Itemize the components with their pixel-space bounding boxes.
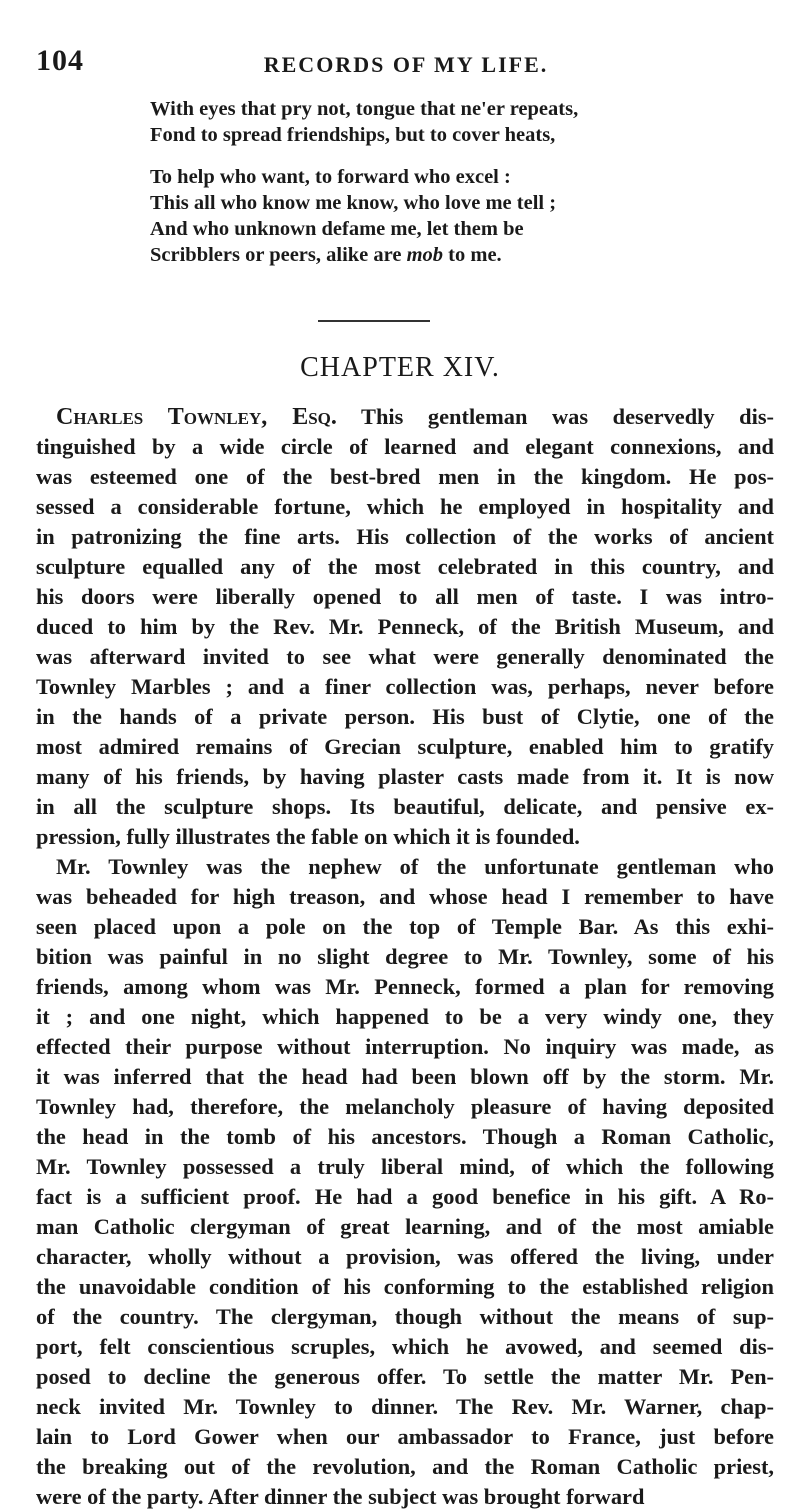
body-line: tinguished by a wide circle of learned and elegant connexions, and bbox=[36, 434, 774, 459]
body-line: posed to decline the generous offer. To settle the matter Mr. Pen- bbox=[36, 1364, 774, 1389]
verse-line: With eyes that pry not, tongue that ne'er repeats, bbox=[150, 98, 579, 120]
body-line: of the country. The clergyman, though without the means of sup- bbox=[36, 1304, 774, 1329]
section-divider bbox=[318, 320, 430, 322]
body-line: man Catholic clergyman of great learning, and of the most amiable bbox=[36, 1214, 774, 1239]
verse-text: Scribblers or peers, alike are bbox=[150, 244, 407, 266]
running-title: RECORDS OF MY LIFE. bbox=[263, 52, 549, 77]
body-line: was beheaded for high treason, and whose head I remember to have bbox=[36, 884, 774, 909]
body-line: it was inferred that the head had been blown off by the storm. Mr. bbox=[36, 1064, 774, 1089]
body-line: sessed a considerable fortune, which he employed in hospitality and bbox=[36, 494, 774, 519]
verse-line: And who unknown defame me, let them be bbox=[150, 218, 524, 240]
verse-italic-word: mob bbox=[406, 244, 444, 266]
body-text: This gentleman was deservedly dis- bbox=[336, 404, 774, 429]
body-line: it ; and one night, which happened to be a very windy one, they bbox=[36, 1004, 774, 1029]
body-line: was esteemed one of the best-bred men in the kingdom. He pos- bbox=[36, 464, 774, 489]
page-number: 104 bbox=[36, 44, 84, 77]
body-line: were of the party. After dinner the subject was brought forward bbox=[36, 1484, 645, 1509]
body-line: character, wholly without a provision, was offered the living, under bbox=[36, 1244, 774, 1269]
verse-block bbox=[150, 96, 750, 268]
verse-line: To help who want, to forward who excel : bbox=[150, 166, 511, 188]
body-line: in all the sculpture shops. Its beautiful, delicate, and pensive ex- bbox=[36, 794, 774, 819]
body-line: the head in the tomb of his ancestors. Though a Roman Catholic, bbox=[36, 1124, 774, 1149]
body-line: effected their purpose without interruption. No inquiry was made, as bbox=[36, 1034, 774, 1059]
body-line: most admired remains of Grecian sculpture, enabled him to gratify bbox=[36, 734, 774, 759]
body-line: seen placed upon a pole on the top of Temple Bar. As this exhi- bbox=[36, 914, 774, 939]
body-line-first bbox=[36, 402, 774, 432]
verse-line: Fond to spread friendships, but to cover heats, bbox=[150, 124, 556, 146]
chapter-heading: CHAPTER XIV. bbox=[300, 352, 500, 383]
verse-text: to me. bbox=[443, 244, 502, 266]
body-line: neck invited Mr. Townley to dinner. The Rev. Mr. Warner, chap- bbox=[36, 1394, 774, 1419]
body-line: Mr. Townley was the nephew of the unfortunate gentleman who bbox=[56, 854, 774, 879]
body-line: Townley Marbles ; and a finer collection was, perhaps, never before bbox=[36, 674, 774, 699]
body-line: fact is a sufficient proof. He had a good benefice in his gift. A Ro- bbox=[36, 1184, 774, 1209]
body-line: port, felt conscientious scruples, which he avowed, and seemed dis- bbox=[36, 1334, 774, 1359]
body-line: Mr. Townley possessed a truly liberal mind, of which the following bbox=[36, 1154, 774, 1179]
body-line: Townley had, therefore, the melancholy pleasure of having deposited bbox=[36, 1094, 774, 1119]
body-line: the breaking out of the revolution, and the Roman Catholic priest, bbox=[36, 1454, 774, 1479]
body-line: friends, among whom was Mr. Penneck, formed a plan for removing bbox=[36, 974, 774, 999]
verse-line: This all who know me know, who love me tell ; bbox=[150, 192, 557, 214]
verse-line-last bbox=[150, 242, 750, 268]
body-line: duced to him by the Rev. Mr. Penneck, of the British Museum, and bbox=[36, 614, 774, 639]
body-line: sculpture equalled any of the most celebrated in this country, and bbox=[36, 554, 774, 579]
page-header bbox=[36, 44, 776, 84]
body-line: lain to Lord Gower when our ambassador to France, just before bbox=[36, 1424, 774, 1449]
body-line: in patronizing the fine arts. His collection of the works of ancient bbox=[36, 524, 774, 549]
body-line: many of his friends, by having plaster casts made from it. It is now bbox=[36, 764, 774, 789]
body-line: in the hands of a private person. His bust of Clytie, one of the bbox=[36, 704, 774, 729]
stanza-gap bbox=[150, 148, 750, 164]
body-line: his doors were liberally opened to all men of taste. I was intro- bbox=[36, 584, 774, 609]
chapter-body bbox=[36, 402, 774, 1512]
body-line: pression, fully illustrates the fable on which it is founded. bbox=[36, 824, 580, 849]
lead-name: Charles Townley, Esq. bbox=[56, 404, 337, 430]
body-line: the unavoidable condition of his conforming to the established religion bbox=[36, 1274, 774, 1299]
body-line: was afterward invited to see what were generally denominated the bbox=[36, 644, 774, 669]
body-line: bition was painful in no slight degree to Mr. Townley, some of his bbox=[36, 944, 774, 969]
